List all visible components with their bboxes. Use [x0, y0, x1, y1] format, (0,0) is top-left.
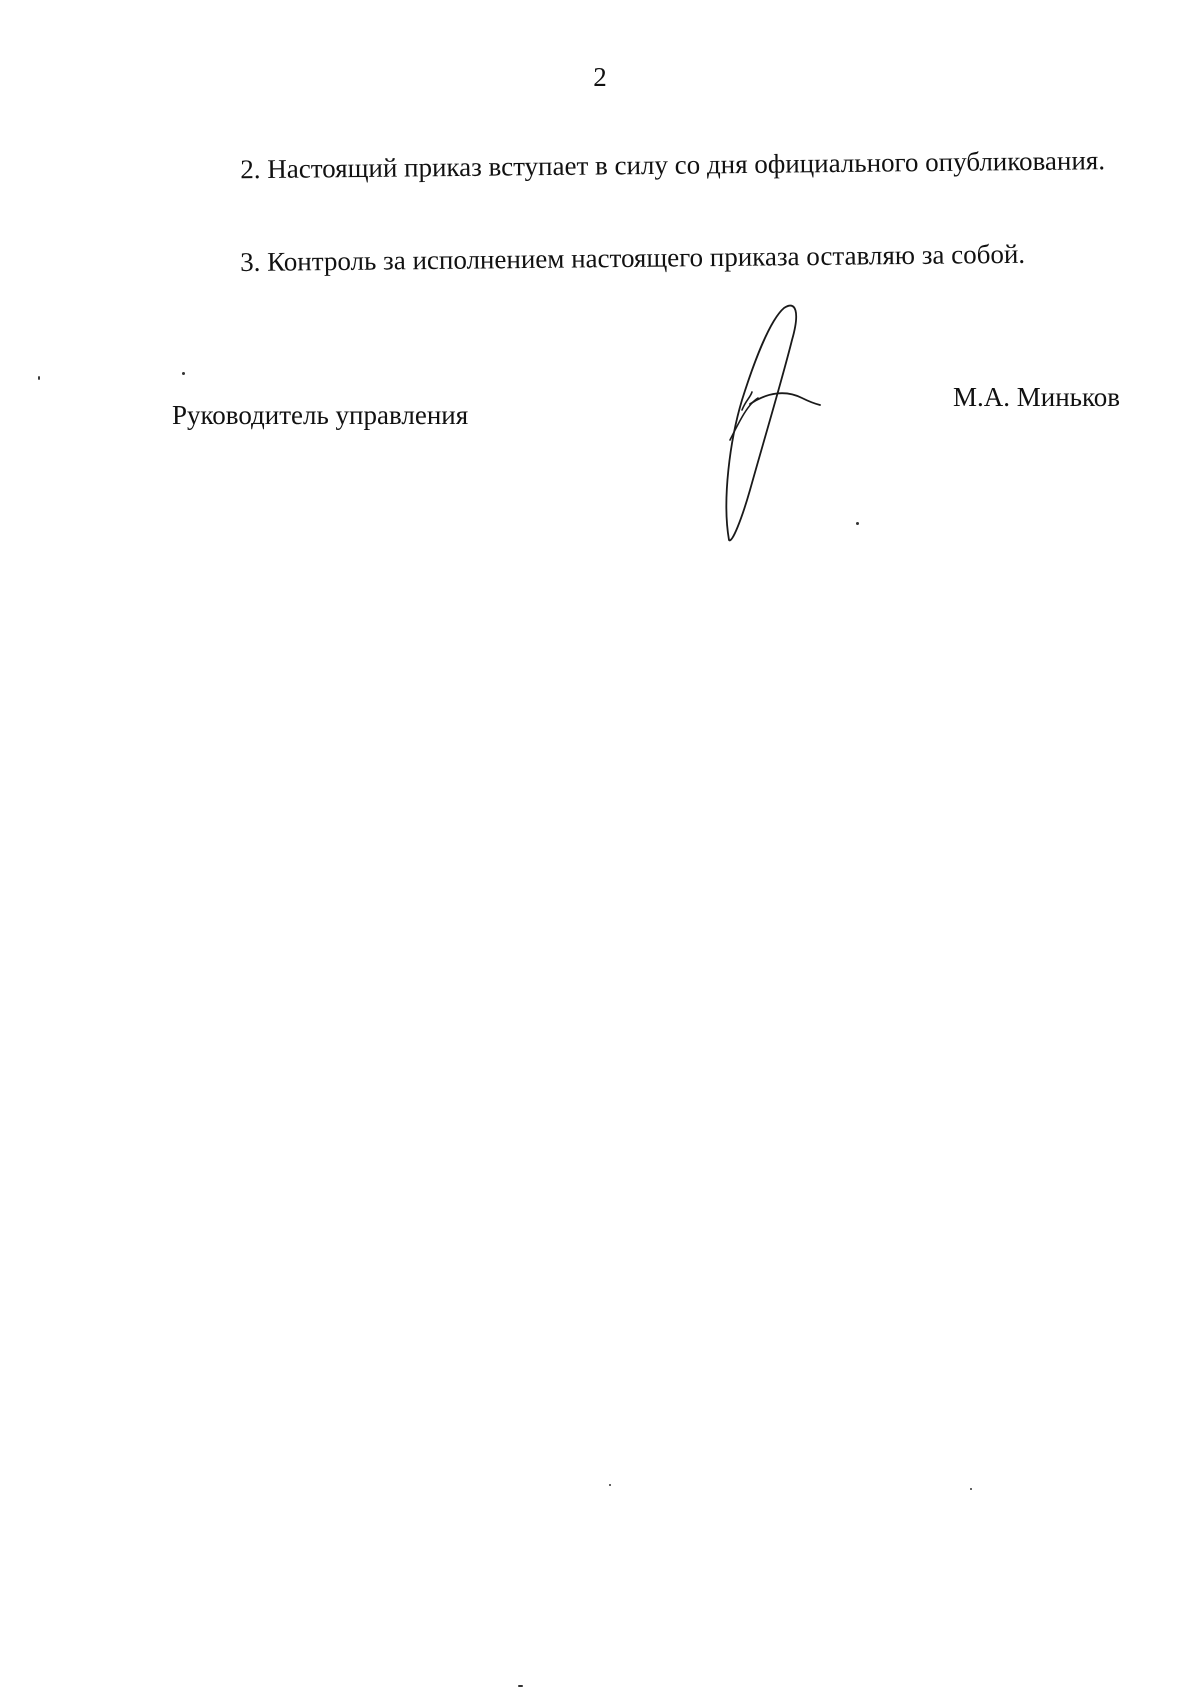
paragraph-item-3: 3. Контроль за исполнением настоящего приказа оставляю за собой.	[240, 238, 1026, 277]
scan-speck	[609, 1484, 611, 1486]
scan-speck	[182, 372, 185, 375]
scan-speck	[970, 1488, 972, 1490]
scan-speck	[38, 376, 40, 380]
handwritten-signature	[720, 300, 840, 550]
paragraph-item-2: 2. Настоящий приказ вступает в силу со дня официального опубликования.	[240, 145, 1106, 185]
signer-name: М.А. Миньков	[953, 382, 1120, 412]
signer-position: Руководитель управления	[172, 400, 469, 430]
scan-speck	[518, 1685, 523, 1687]
page-number: 2	[593, 62, 607, 92]
scan-speck	[856, 522, 859, 525]
